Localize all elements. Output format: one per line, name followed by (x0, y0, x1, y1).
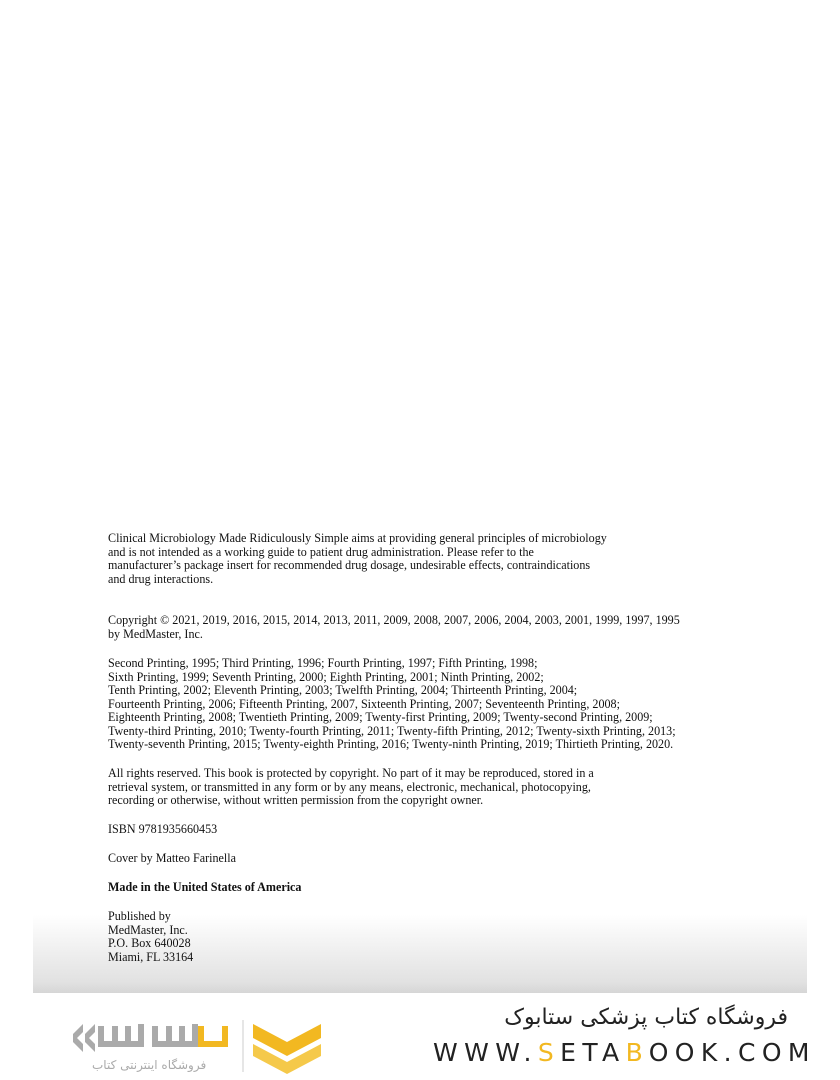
text-line: by MedMaster, Inc. (108, 626, 203, 641)
text-line: Tenth Printing, 2002; Eleventh Printing, 2003; Twelfth Printing, 2004; Thirteenth Printing, 2004; (108, 683, 578, 697)
watermark-title: فروشگاه کتاب پزشکی ستابوک (504, 1005, 788, 1030)
text-line: Published by (108, 909, 171, 923)
text-line: Twenty-third Printing, 2010; Twenty-fourth Printing, 2011; Twenty-fifth Printing, 2012; Twenty-sixth Printing, 2013; (108, 723, 676, 738)
text-line: All rights reserved. This book is protected by copyright. No part of it may be reproduced, stored in a (108, 766, 594, 780)
text-line: Copyright © 2021, 2019, 2016, 2015, 2014, 2013, 2011, 2009, 2008, 2007, 2006, 2004, 2003, 2001, 1999, 1997, 1995 (108, 613, 680, 627)
url-part: WWW. (433, 1038, 538, 1067)
text-line: and drug interactions. (108, 571, 214, 586)
copyright-paragraph (108, 614, 680, 641)
logo-subtitle: فروشگاه اینترنتی کتاب (92, 1058, 207, 1072)
text-line: manufacturer’s package insert for recommended drug dosage, undesirable effects, contraindications (108, 558, 591, 572)
url-part: ETA (560, 1038, 626, 1067)
cover-credit (108, 852, 236, 866)
isbn (108, 823, 217, 837)
publisher-info (108, 910, 193, 964)
text-line: Fourteenth Printing, 2006; Fifteenth Printing, 2007, Sixteenth Printing, 2007; Seventeenth Printing, 2008; (108, 696, 620, 711)
isbn-text: ISBN 9781935660453 (108, 822, 218, 836)
text-line: Second Printing, 1995; Third Printing, 1996; Fourth Printing, 1997; Fifth Printing, 1998; (108, 656, 538, 670)
made-in (108, 881, 301, 895)
text-line: recording or otherwise, without written permission from the copyright owner. (108, 793, 484, 807)
text-line: Eighteenth Printing, 2008; Twentieth Printing, 2009; Twenty-first Printing, 2009; Twenty-second Printing, 2009; (108, 710, 653, 724)
disclaimer-paragraph (108, 532, 607, 586)
text-line: retrieval system, or transmitted in any form or by any means, electronic, mechanical, photocopying, (108, 779, 591, 794)
text-line: Sixth Printing, 1999; Seventh Printing, 2000; Eighth Printing, 2001; Ninth Printing, 2002; (108, 669, 544, 684)
text-line: and is not intended as a working guide to patient drug administration. Please refer to the (108, 544, 534, 559)
url-part: S (537, 1038, 561, 1067)
cover-text: Cover by Matteo Farinella (108, 851, 236, 865)
text-line: MedMaster, Inc. (108, 922, 188, 937)
text-line: Clinical Microbiology Made Ridiculously Simple aims at providing general principles of microbiology (108, 531, 607, 545)
text-line: Twenty-seventh Printing, 2015; Twenty-eighth Printing, 2016; Twenty-ninth Printing, 2019; Thirtieth Printing, 2020. (108, 737, 674, 751)
text-line: Miami, FL 33164 (108, 949, 194, 964)
watermark-url (433, 1038, 816, 1067)
printings-paragraph (108, 657, 676, 752)
url-part: B (625, 1038, 649, 1067)
text-line: P.O. Box 640028 (108, 936, 191, 950)
made-in-text: Made in the United States of America (108, 880, 302, 894)
url-part: OOK.COM (648, 1038, 816, 1067)
rights-paragraph (108, 767, 594, 808)
